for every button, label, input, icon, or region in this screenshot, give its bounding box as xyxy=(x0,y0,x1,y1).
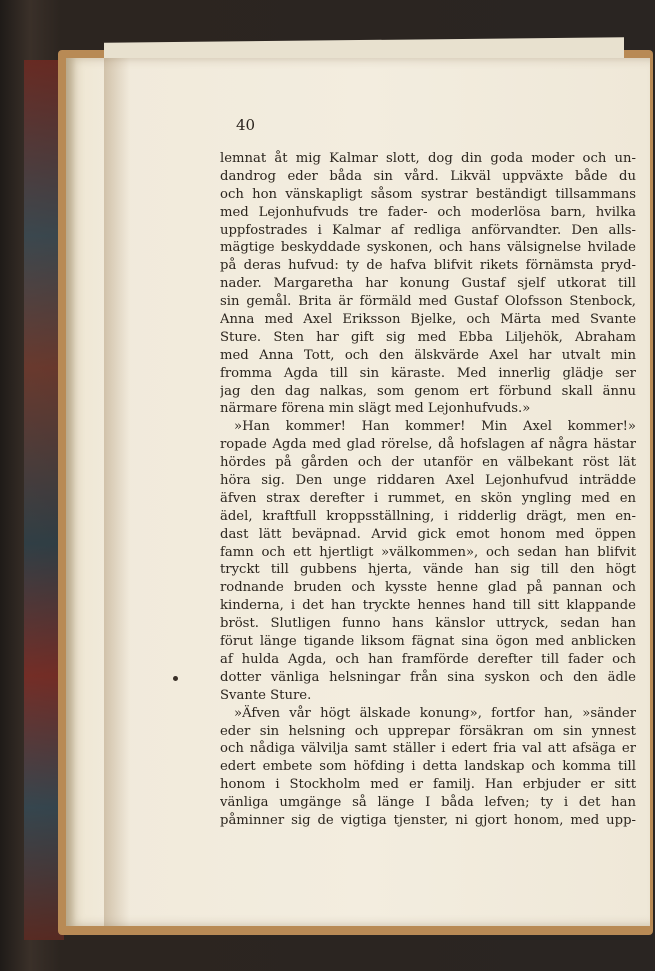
text-line: nader. Margaretha har konung Gustaf sjelf utkorat till xyxy=(220,276,636,292)
text-line: förut länge tigande liksom fägnat sina ögon med anblicken xyxy=(220,634,636,650)
text-line: famn och ett hjertligt »välkommen», och sedan han blifvit xyxy=(220,544,636,560)
text-line: dandrog eder båda sin vård. Likväl uppväxte både du xyxy=(220,168,636,184)
text-line: påminner sig de vigtiga tjenster, ni gjort honom, med upp- xyxy=(220,812,636,828)
text-line: ropade Agda med glad rörelse, då hofslagen af några hästar xyxy=(220,437,636,453)
text-line: kinderna, i det han tryckte hennes hand till sitt klappande xyxy=(220,598,636,614)
text-line: uppfostrades i Kalmar af redliga anförvandter. Den alls- xyxy=(220,222,636,238)
text-line: bröst. Slutligen funno hans känslor uttryck, sedan han xyxy=(220,616,636,632)
page-fold-shadow xyxy=(104,58,130,926)
text-line: Svante Sture. xyxy=(220,687,312,703)
text-line: äfven strax derefter i rummet, en skön yngling med en xyxy=(220,490,636,506)
text-line: med Lejonhufvuds tre fader- och moderlösa barn, hvilka xyxy=(220,204,636,220)
text-line: hördes på gården och der utanför en välbekant röst lät xyxy=(220,455,636,471)
text-line: tryckt till gubbens hjerta, vände han sig till den högt xyxy=(220,562,636,578)
text-line: af hulda Agda, och han framförde derefter till fader och xyxy=(220,651,636,667)
text-line: höra sig. Den unge riddaren Axel Lejonhufvud inträdde xyxy=(220,473,636,489)
text-line: edert embete som höfding i detta landskap och komma till xyxy=(220,759,636,775)
text-line: »Äfven vår högt älskade konung», fortfor han, »sänder xyxy=(234,705,636,721)
text-line: med Anna Tott, och den älskvärde Axel har utvalt min xyxy=(220,347,636,363)
text-line: lemnat åt mig Kalmar slott, dog din goda moder och un- xyxy=(220,151,636,166)
text-line: och hon vänskapligt såsom systrar beständigt tillsammans xyxy=(220,186,636,202)
text-line: vänliga umgänge så länge I båda lefven; ty i det han xyxy=(220,795,636,811)
page-number: 40 xyxy=(236,116,256,134)
text-line: honom i Stockholm med er familj. Han erbjuder er sitt xyxy=(220,777,636,793)
text-line: mägtige beskyddade syskonen, och hans välsignelse hvilade xyxy=(220,240,636,256)
text-line: jag den dag nalkas, som genom ert förbund skall ännu xyxy=(220,383,636,399)
page-text xyxy=(220,150,636,830)
text-line: närmare förena min slägt med Lejonhufvuds.» xyxy=(220,401,531,417)
text-line: eder sin helsning och upprepar försäkran om sin ynnest xyxy=(220,723,636,739)
text-line: sin gemål. Brita är förmäld med Gustaf Olofsson Stenbock, xyxy=(220,294,636,310)
margin-mark xyxy=(173,676,178,681)
text-line: på deras hufvud: ty de hafva blifvit rikets förnämsta pryd- xyxy=(220,258,636,274)
text-line: »Han kommer! Han kommer! Min Axel kommer!» xyxy=(234,419,636,435)
text-line: fromma Agda till sin käraste. Med innerlig glädje ser xyxy=(220,365,636,381)
text-line: rodnande bruden och kysste henne glad på pannan och xyxy=(220,580,636,596)
text-line: Anna med Axel Eriksson Bjelke, och Märta med Svante xyxy=(220,312,636,328)
text-line: och nådiga välvilja samt ställer i edert fria val att afsäga er xyxy=(220,741,636,757)
text-line: dotter vänliga helsningar från sina syskon och den ädle xyxy=(220,669,636,685)
text-line: dast lätt beväpnad. Arvid gick emot honom med öppen xyxy=(220,526,636,542)
text-line: ädel, kraftfull kroppsställning, i ridderlig drägt, men en- xyxy=(220,508,636,524)
text-line: Sture. Sten har gift sig med Ebba Liljehök, Abraham xyxy=(220,329,636,345)
